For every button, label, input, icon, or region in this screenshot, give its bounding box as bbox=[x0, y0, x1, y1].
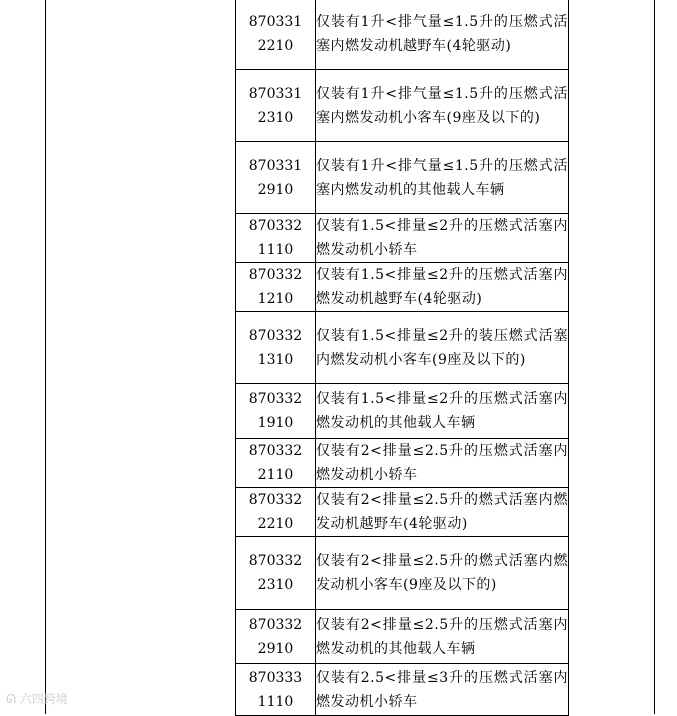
watermark-text: 六四跨境 bbox=[19, 692, 68, 706]
table-row bbox=[236, 439, 569, 488]
table-row bbox=[236, 384, 569, 439]
code-cell: 870332 2910 bbox=[236, 610, 316, 664]
code-cell: 870332 1910 bbox=[236, 384, 316, 439]
code-cell: 870332 1310 bbox=[236, 312, 316, 384]
code-cell: 870332 1210 bbox=[236, 263, 316, 312]
table-row bbox=[236, 488, 569, 537]
table-row bbox=[236, 142, 569, 214]
code-cell: 870332 2110 bbox=[236, 439, 316, 488]
table-row bbox=[236, 263, 569, 312]
code-cell: 870331 2910 bbox=[236, 142, 316, 214]
description-cell: 仅装有1.5<排量≤2升的装压燃式活塞内燃发动机小客车(9座及以下的) bbox=[316, 312, 569, 384]
description-cell: 仅装有1升<排气量≤1.5升的压燃式活塞内燃发动机越野车(4轮驱动) bbox=[316, 0, 569, 70]
description-cell: 仅装有2<排量≤2.5升的燃式活塞内燃发动机小客车(9座及以下的) bbox=[316, 537, 569, 610]
table-row bbox=[236, 70, 569, 142]
description-cell: 仅装有1.5<排量≤2升的压燃式活塞内燃发动机的其他载人车辆 bbox=[316, 384, 569, 439]
table-row bbox=[236, 312, 569, 384]
table-row bbox=[236, 537, 569, 610]
watermark bbox=[6, 690, 68, 707]
tariff-code-table bbox=[235, 0, 569, 716]
code-cell: 870332 2210 bbox=[236, 488, 316, 537]
description-cell: 仅装有1升<排气量≤1.5升的压燃式活塞内燃发动机的其他载人车辆 bbox=[316, 142, 569, 214]
description-cell: 仅装有1升<排气量≤1.5升的压燃式活塞内燃发动机小客车(9座及以下的) bbox=[316, 70, 569, 142]
table-row bbox=[236, 0, 569, 70]
table-row bbox=[236, 214, 569, 263]
code-cell: 870332 1110 bbox=[236, 214, 316, 263]
description-cell: 仅装有1.5<排量≤2升的压燃式活塞内燃发动机越野车(4轮驱动) bbox=[316, 263, 569, 312]
table-row bbox=[236, 664, 569, 716]
code-cell: 870331 2310 bbox=[236, 70, 316, 142]
description-cell: 仅装有2<排量≤2.5升的压燃式活塞内燃发动机的其他载人车辆 bbox=[316, 610, 569, 664]
watermark-logo-icon: ᘏ bbox=[6, 692, 16, 706]
description-cell: 仅装有2<排量≤2.5升的燃式活塞内燃发动机越野车(4轮驱动) bbox=[316, 488, 569, 537]
code-cell: 870333 1110 bbox=[236, 664, 316, 716]
code-cell: 870331 2210 bbox=[236, 0, 316, 70]
description-cell: 仅装有2<排量≤2.5升的压燃式活塞内燃发动机小轿车 bbox=[316, 439, 569, 488]
table-row bbox=[236, 610, 569, 664]
right-border-line bbox=[654, 0, 655, 714]
description-cell: 仅装有1.5<排量≤2升的压燃式活塞内燃发动机小轿车 bbox=[316, 214, 569, 263]
left-border-line bbox=[45, 0, 46, 714]
description-cell: 仅装有2.5<排量≤3升的压燃式活塞内燃发动机小轿车 bbox=[316, 664, 569, 716]
code-cell: 870332 2310 bbox=[236, 537, 316, 610]
